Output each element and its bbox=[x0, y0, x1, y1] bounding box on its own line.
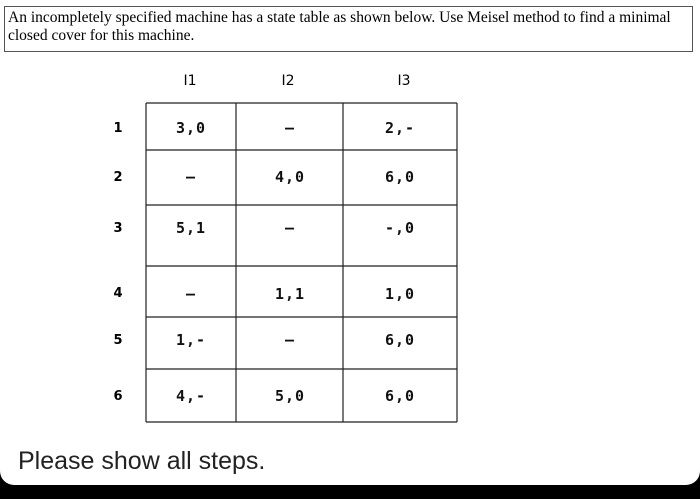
state-label: 3 bbox=[113, 221, 123, 236]
question-text: An incompletely specified machine has a state table as shown below. Use Meisel method to find a minimal closed cover for this machine. bbox=[8, 9, 671, 44]
table-cell: 4,- bbox=[175, 387, 207, 405]
state-label: 2 bbox=[113, 170, 123, 185]
table-cell: 5,1 bbox=[175, 219, 207, 237]
table-cell: — bbox=[284, 219, 296, 237]
table-cell: 5,0 bbox=[274, 387, 306, 405]
footer-note: Please show all steps. bbox=[18, 447, 266, 475]
table-cell: 6,0 bbox=[384, 387, 416, 405]
table-cell: 6,0 bbox=[384, 331, 416, 349]
table-cell: 4,0 bbox=[274, 168, 306, 186]
state-label: 5 bbox=[113, 333, 123, 348]
table-cell: 1,1 bbox=[274, 285, 306, 303]
table-cell: — bbox=[185, 285, 197, 303]
column-header-i2: I2 bbox=[281, 73, 295, 89]
table-cell: 2,- bbox=[384, 119, 416, 137]
column-header-i1: I1 bbox=[183, 73, 197, 89]
state-label: 1 bbox=[113, 121, 123, 136]
table-cell: 3,0 bbox=[175, 119, 207, 137]
table-cell: 6,0 bbox=[384, 168, 416, 186]
state-label: 4 bbox=[113, 286, 123, 301]
table-cell: 1,- bbox=[175, 331, 207, 349]
column-header-i3: I3 bbox=[397, 73, 411, 89]
table-cell: 1,0 bbox=[384, 285, 416, 303]
table-cell: — bbox=[284, 331, 296, 349]
state-label: 6 bbox=[113, 389, 123, 404]
table-cell: — bbox=[284, 119, 296, 137]
table-cell: — bbox=[185, 168, 197, 186]
table-cell: -,0 bbox=[384, 219, 416, 237]
